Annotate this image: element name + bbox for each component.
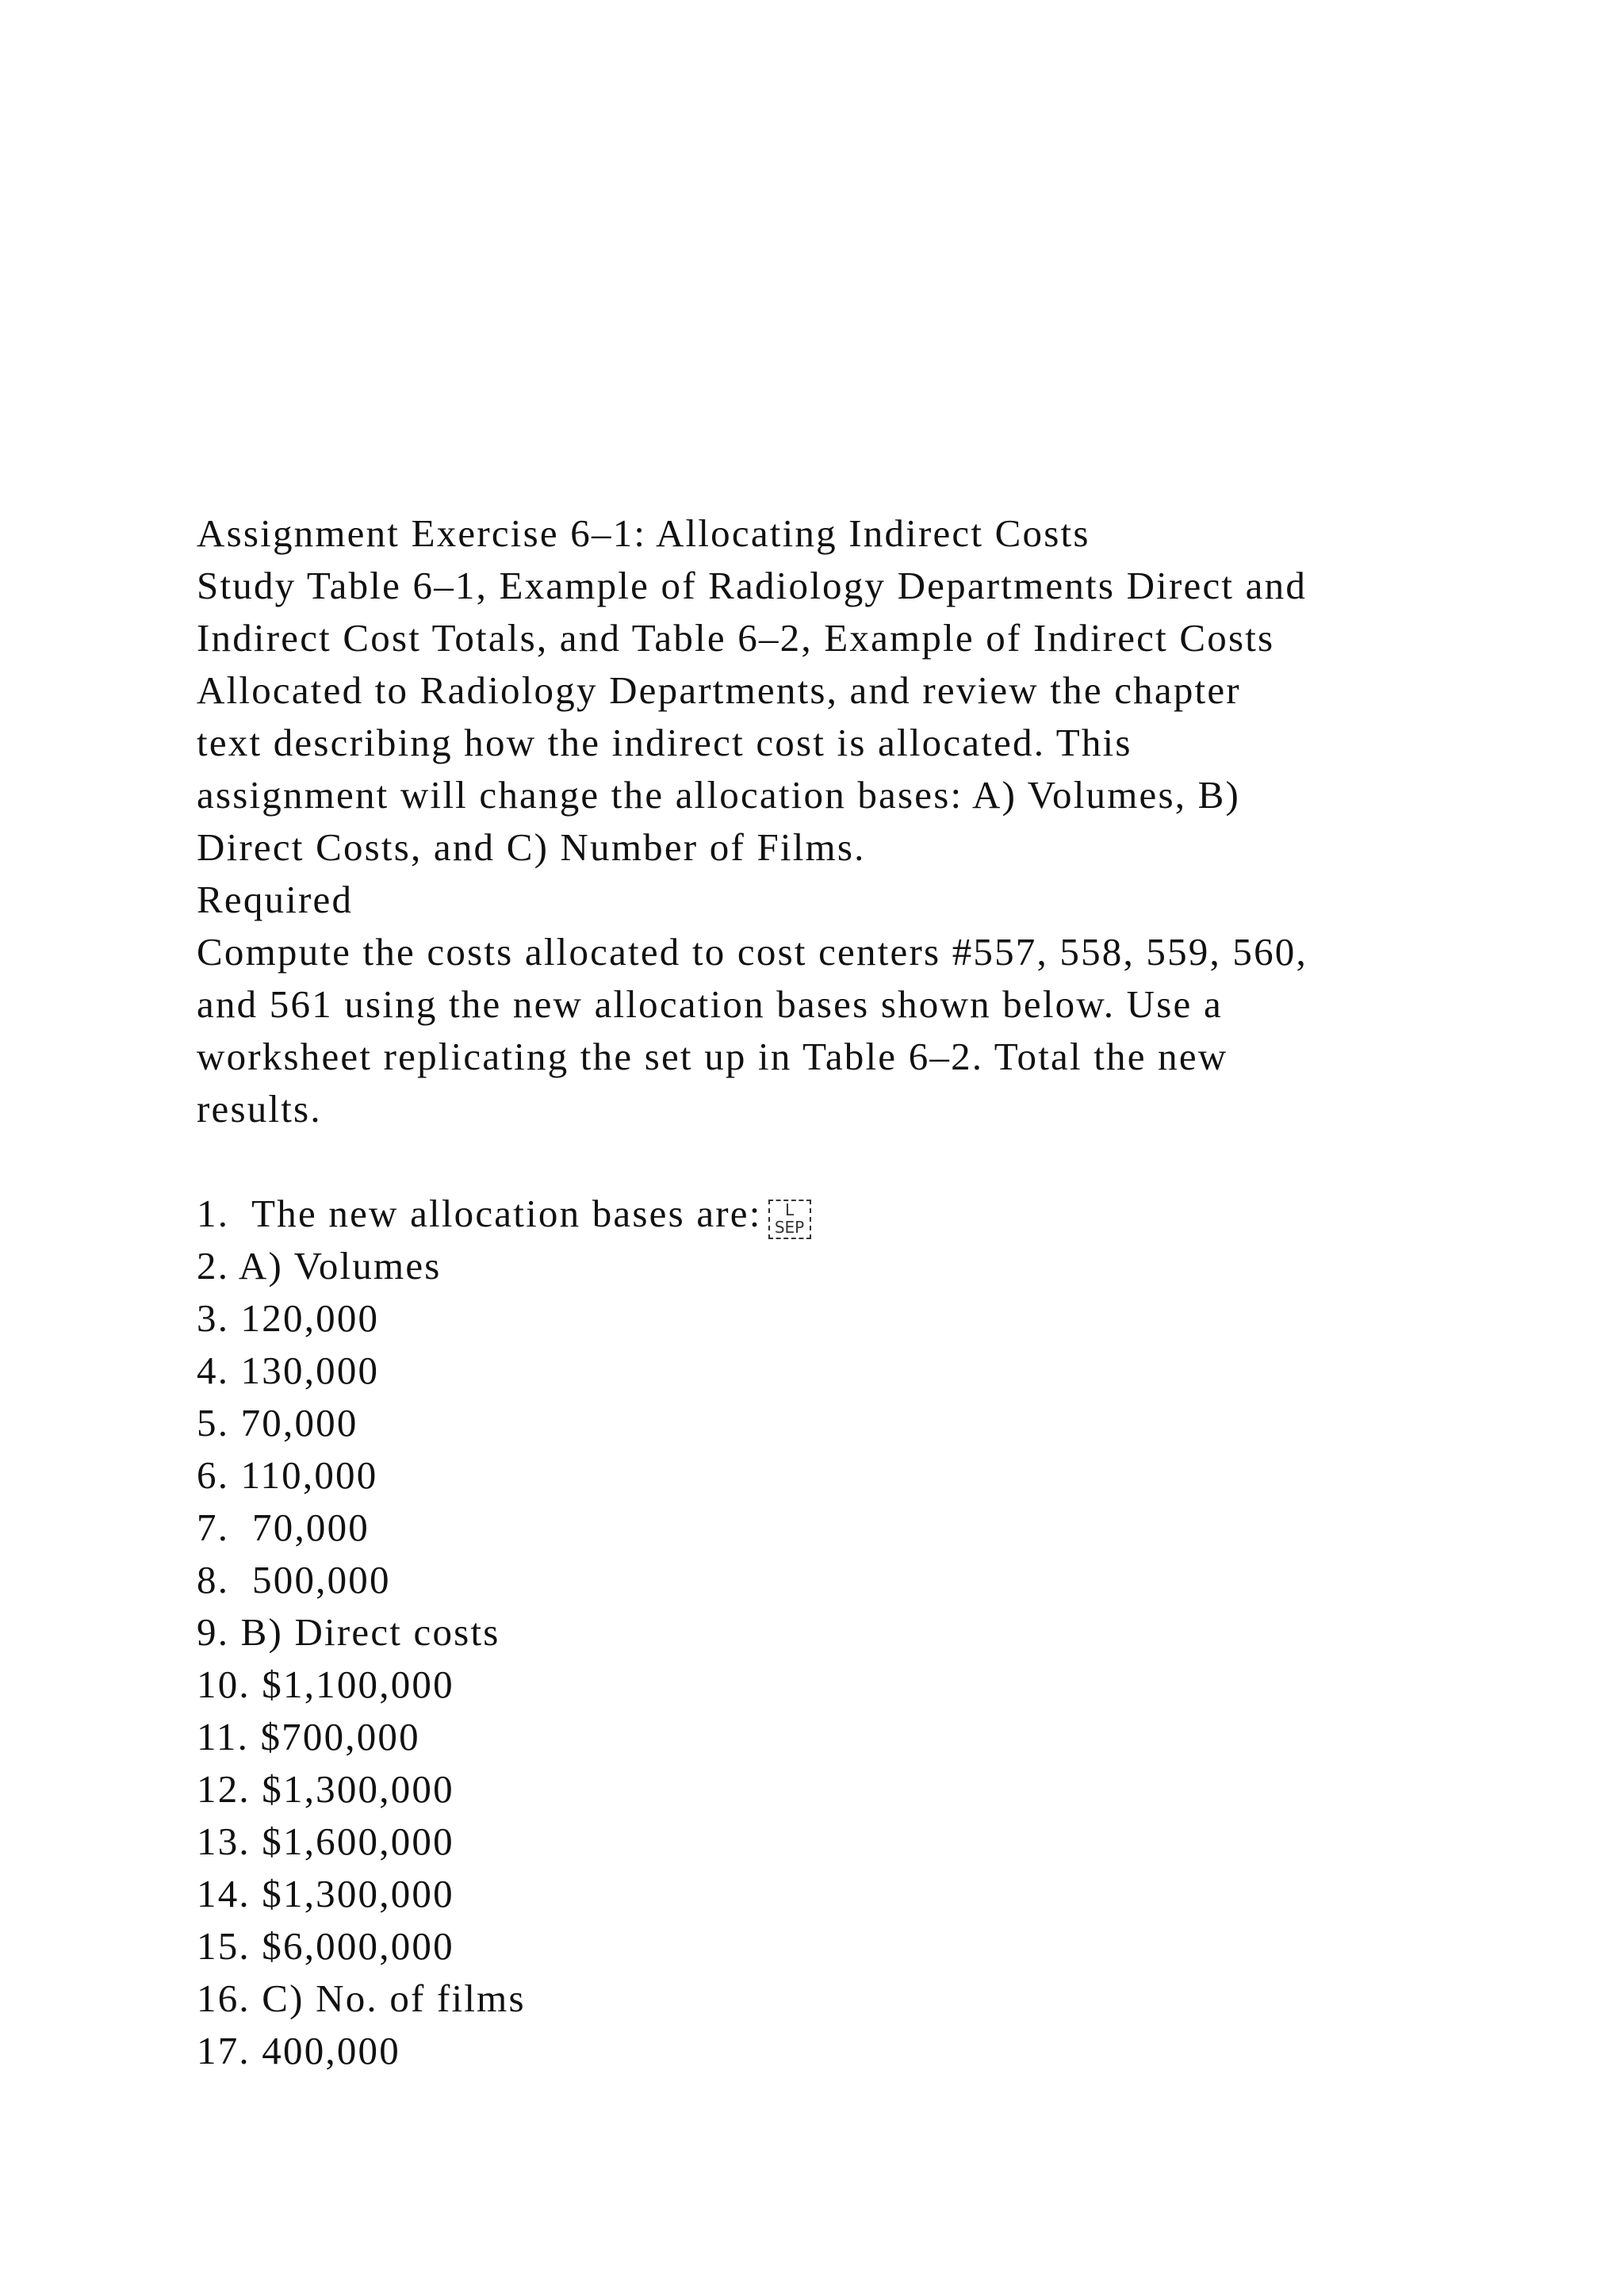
list-item-11: 11. $700,000 xyxy=(197,1715,420,1758)
list-item-15: 15. $6,000,000 xyxy=(197,1924,454,1968)
list-item-3: 3. 120,000 xyxy=(197,1296,380,1340)
blank-line xyxy=(197,1135,1465,1188)
intro-line-2: Indirect Cost Totals, and Table 6–2, Example of Indirect Costs xyxy=(197,616,1275,660)
intro-line-1: Study Table 6–1, Example of Radiology Departments Direct and xyxy=(197,564,1308,607)
list-item-10: 10. $1,100,000 xyxy=(197,1663,454,1706)
list-item-9: 9. B) Direct costs xyxy=(197,1610,500,1654)
required-line-3: worksheet replicating the set up in Table 6–2. Total the new xyxy=(197,1035,1228,1078)
required-line-1: Compute the costs allocated to cost centers #557, 558, 559, 560, xyxy=(197,930,1308,974)
sep-glyph-top: L xyxy=(784,1200,795,1219)
intro-line-3: Allocated to Radiology Departments, and review the chapter xyxy=(197,668,1241,712)
list-item-12: 12. $1,300,000 xyxy=(197,1767,454,1811)
required-line-4: results. xyxy=(197,1087,322,1131)
list-item-8: 8. 500,000 xyxy=(197,1558,391,1601)
list-item-4: 4. 130,000 xyxy=(197,1349,380,1392)
list-item-1-text: 1. The new allocation bases are: xyxy=(197,1192,762,1235)
list-item-2: 2. A) Volumes xyxy=(197,1244,442,1288)
required-heading: Required xyxy=(197,878,354,921)
list-item-13: 13. $1,600,000 xyxy=(197,1820,454,1863)
separator-control-glyph-icon xyxy=(768,1200,811,1239)
list-item-7: 7. 70,000 xyxy=(197,1506,370,1549)
sep-glyph-bottom: SEP xyxy=(774,1218,805,1237)
list-item-16: 16. C) No. of films xyxy=(197,1976,526,2020)
list-item-1 xyxy=(197,1188,1465,1240)
list-item-17: 17. 400,000 xyxy=(197,2029,400,2072)
document-title: Assignment Exercise 6–1: Allocating Indirect Costs xyxy=(197,511,1090,555)
document-body xyxy=(197,507,1465,2077)
intro-line-6: Direct Costs, and C) Number of Films. xyxy=(197,825,866,869)
list-item-14: 14. $1,300,000 xyxy=(197,1872,454,1915)
intro-line-4: text describing how the indirect cost is allocated. This xyxy=(197,721,1132,764)
intro-line-5: assignment will change the allocation bases: A) Volumes, B) xyxy=(197,773,1241,817)
required-line-2: and 561 using the new allocation bases shown below. Use a xyxy=(197,982,1223,1026)
list-item-5: 5. 70,000 xyxy=(197,1401,358,1445)
list-item-6: 6. 110,000 xyxy=(197,1453,378,1497)
